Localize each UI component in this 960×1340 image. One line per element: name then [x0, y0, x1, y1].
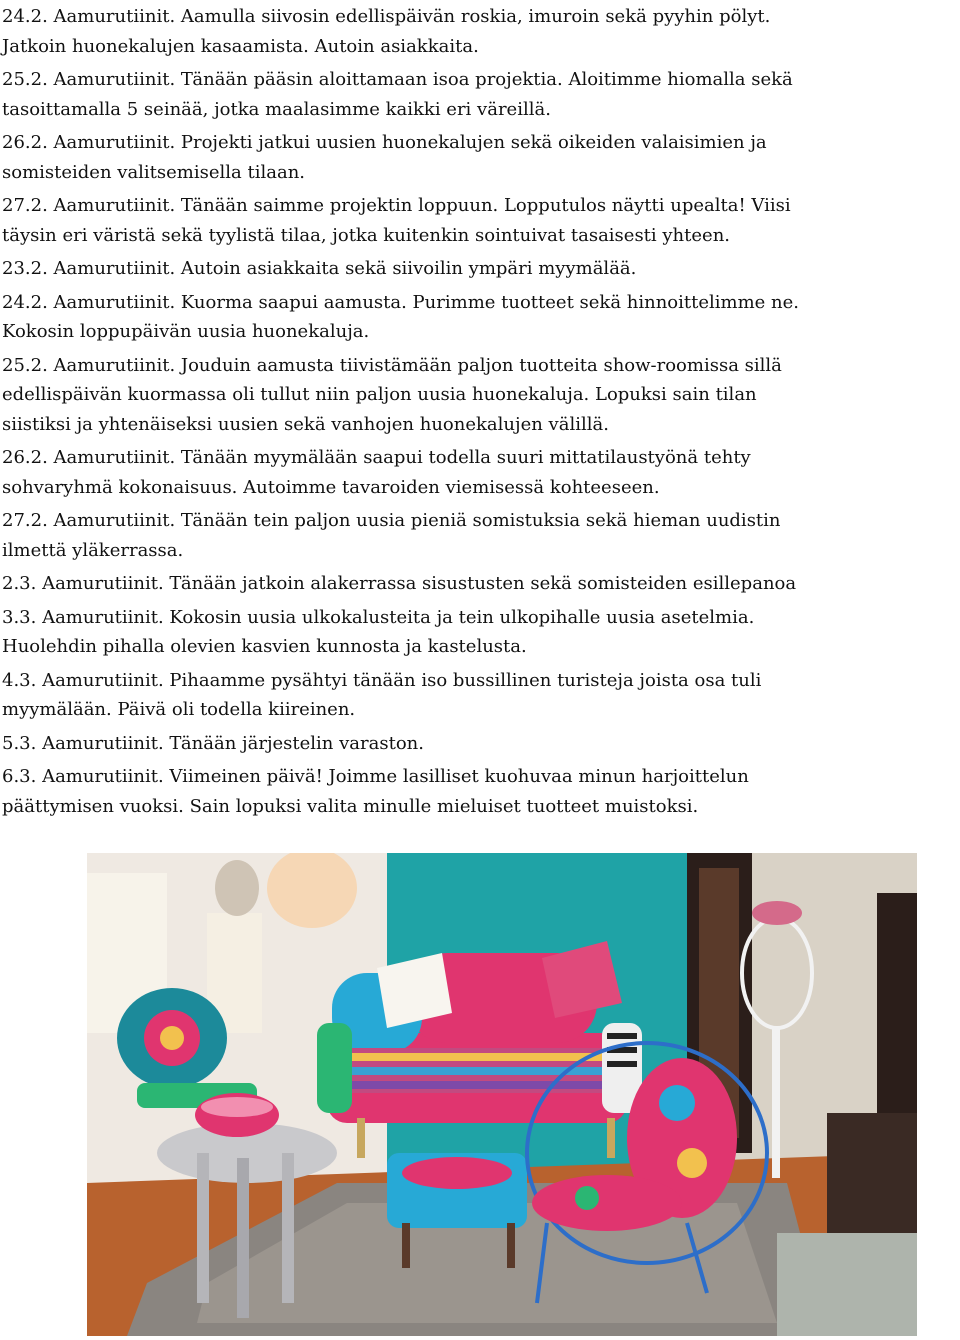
silver-table-leg: [282, 1153, 294, 1303]
diary-entry: [2, 506, 958, 565]
entry-line: 26.2. Aamurutiinit. Tänään myymälään saapui todella suuri mittatilaustyönä tehty: [2, 447, 751, 468]
diary-entry: [2, 254, 958, 284]
entry-line: päättymisen vuoksi. Sain lopuksi valita minulle mieluiset tuotteet muistoksi.: [2, 795, 699, 817]
diary-entry: [2, 666, 958, 725]
diary-entry: [2, 443, 958, 502]
entry-line: 25.2. Aamurutiinit. Jouduin aamusta tiivistämään paljon tuotteita show-roomissa sillä: [2, 354, 782, 376]
diary-entry: [2, 603, 958, 662]
entry-line: 24.2. Aamurutiinit. Aamulla siivosin edellispäivän roskia, imuroin sekä pyyhin pölyt.: [2, 6, 771, 27]
entry-line: 26.2. Aamurutiinit. Projekti jatkui uusien huonekalujen sekä oikeiden valaisimien ja: [2, 132, 767, 153]
entry-line: Huolehdin pihalla olevien kasvien kunnosta ja kastelusta.: [2, 636, 527, 657]
diary-entry: [2, 762, 958, 821]
entry-line: tasoittamalla 5 seinää, jotka maalasimme kaikki eri väreillä.: [2, 98, 551, 120]
entry-line: Jatkoin huonekalujen kasaamista. Autoin asiakkaita.: [2, 35, 479, 57]
diary-entry: [2, 288, 958, 347]
pink-planter: [752, 901, 802, 925]
chair-cushion-seat: [532, 1175, 682, 1231]
sofa-leg: [357, 1118, 365, 1158]
diary-entry: [2, 2, 958, 61]
entry-line: 4.3. Aamurutiinit. Pihaamme pysähtyi tänään iso bussillinen turisteja joista osa tuli: [2, 669, 762, 691]
diary-entry: [2, 191, 958, 250]
entry-line: 5.3. Aamurutiinit. Tänään järjestelin varaston.: [2, 732, 424, 754]
entry-line: 3.3. Aamurutiinit. Kokosin uusia ulkokalusteita ja tein ulkopihalle uusia asetelmia.: [2, 606, 755, 628]
sofa-leg: [607, 1118, 615, 1158]
entry-line: sohvaryhmä kokonaisuus. Autoimme tavaroiden viemisessä kohteeseen.: [2, 476, 660, 498]
showroom-photo: [87, 853, 917, 1336]
entry-line: edellispäivän kuormassa oli tullut niin paljon uusia huonekaluja. Lopuksi sain tilan: [2, 384, 757, 405]
entry-line: somisteiden valitsemisella tilaan.: [2, 161, 306, 183]
entry-line: siistiksi ja yhtenäiseksi uusien sekä vanhojen huonekalujen välillä.: [2, 413, 609, 435]
diary-entry: [2, 128, 958, 187]
entry-line: täysin eri väristä sekä tyylistä tilaa, jotka kuitenkin sointuivat tasaisesti yhteen.: [2, 224, 731, 246]
entry-line: 2.3. Aamurutiinit. Tänään jatkoin alakerrassa sisustusten sekä somisteiden esillepanoa: [2, 573, 797, 594]
sofa-arm-left: [317, 1023, 352, 1113]
entry-line: 27.2. Aamurutiinit. Tänään tein paljon uusia pieniä somistuksia sekä hieman uudistin: [2, 510, 781, 531]
diary-document: [2, 2, 958, 825]
diary-entry: [2, 729, 958, 759]
diary-entry: [2, 569, 958, 599]
diary-entry: [2, 65, 958, 124]
entry-line: 24.2. Aamurutiinit. Kuorma saapui aamusta. Purimme tuotteet sekä hinnoittelimme ne.: [2, 291, 800, 313]
diary-entry: [2, 351, 958, 440]
entry-line: 25.2. Aamurutiinit. Tänään pääsin aloittamaan isoa projektia. Aloitimme hiomalla sekä: [2, 69, 793, 90]
entry-line: Kokosin loppupäivän uusia huonekaluja.: [2, 321, 370, 342]
entry-line: myymälään. Päivä oli todella kiireinen.: [2, 699, 356, 720]
entry-line: 27.2. Aamurutiinit. Tänään saimme projektin loppuun. Lopputulos näytti upealta! Viisi: [2, 195, 791, 216]
silver-table-leg: [237, 1158, 249, 1318]
entry-line: 6.3. Aamurutiinit. Viimeinen päivä! Joimme lasilliset kuohuvaa minun harjoittelun: [2, 766, 749, 787]
buddha-statue: [215, 860, 259, 916]
entry-line: ilmettä yläkerrassa.: [2, 539, 184, 561]
silver-table-leg: [197, 1153, 209, 1303]
entry-line: 23.2. Aamurutiinit. Autoin asiakkaita sekä siivoilin ympäri myymälää.: [2, 258, 637, 279]
